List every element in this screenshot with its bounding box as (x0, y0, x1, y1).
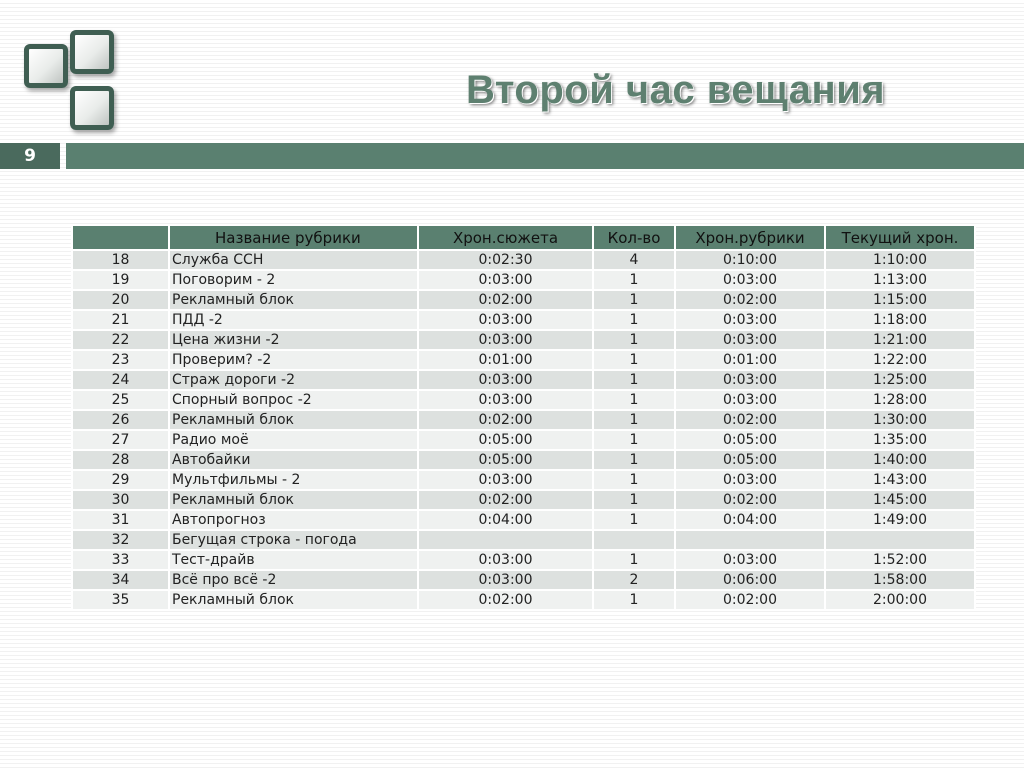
table-row (72, 490, 975, 510)
count-cell: 1 (593, 350, 675, 370)
count-cell: 1 (593, 450, 675, 470)
story-duration-cell (418, 530, 593, 550)
rubric-name-cell: Автобайки (169, 450, 418, 470)
table-row (72, 590, 975, 610)
count-cell: 1 (593, 290, 675, 310)
row-number-cell: 29 (72, 470, 169, 490)
rubric-name-cell: Цена жизни -2 (169, 330, 418, 350)
current-time-cell: 1:22:00 (825, 350, 975, 370)
rubric-name-cell: Мультфильмы - 2 (169, 470, 418, 490)
story-duration-cell: 0:01:00 (418, 350, 593, 370)
row-number-cell: 22 (72, 330, 169, 350)
rubric-name-cell: Рекламный блок (169, 290, 418, 310)
count-cell: 1 (593, 330, 675, 350)
current-time-cell: 1:28:00 (825, 390, 975, 410)
row-number-cell: 30 (72, 490, 169, 510)
row-number-cell: 23 (72, 350, 169, 370)
current-time-cell: 1:30:00 (825, 410, 975, 430)
rubric-duration-cell: 0:10:00 (675, 250, 825, 270)
story-duration-cell: 0:03:00 (418, 390, 593, 410)
table-row (72, 530, 975, 550)
row-number-cell: 33 (72, 550, 169, 570)
current-time-cell: 1:13:00 (825, 270, 975, 290)
count-cell: 1 (593, 310, 675, 330)
rubric-duration-cell: 0:05:00 (675, 430, 825, 450)
row-number-cell: 25 (72, 390, 169, 410)
table-row (72, 350, 975, 370)
count-cell: 1 (593, 590, 675, 610)
table-row (72, 550, 975, 570)
row-number-cell: 21 (72, 310, 169, 330)
table-row (72, 570, 975, 590)
rubric-duration-cell: 0:03:00 (675, 270, 825, 290)
row-number-cell: 19 (72, 270, 169, 290)
count-cell: 1 (593, 550, 675, 570)
story-duration-cell: 0:02:00 (418, 590, 593, 610)
table-row (72, 370, 975, 390)
count-cell: 1 (593, 510, 675, 530)
rubric-name-cell: Рекламный блок (169, 590, 418, 610)
table-row (72, 330, 975, 350)
rubric-duration-cell: 0:05:00 (675, 450, 825, 470)
rubric-duration-cell: 0:03:00 (675, 550, 825, 570)
table-row (72, 390, 975, 410)
rubric-duration-cell (675, 530, 825, 550)
rubric-duration-cell: 0:02:00 (675, 590, 825, 610)
rubric-duration-cell: 0:01:00 (675, 350, 825, 370)
count-cell: 1 (593, 370, 675, 390)
current-time-cell: 1:10:00 (825, 250, 975, 270)
logo-square (70, 30, 114, 74)
rubric-duration-cell: 0:02:00 (675, 490, 825, 510)
rubric-name-cell: Спорный вопрос -2 (169, 390, 418, 410)
story-duration-cell: 0:02:30 (418, 250, 593, 270)
rubric-name-cell: Проверим? -2 (169, 350, 418, 370)
table-row (72, 250, 975, 270)
story-duration-cell: 0:03:00 (418, 550, 593, 570)
row-number-cell: 28 (72, 450, 169, 470)
current-time-cell: 1:18:00 (825, 310, 975, 330)
row-number-cell: 18 (72, 250, 169, 270)
story-duration-cell: 0:02:00 (418, 290, 593, 310)
rubric-name-cell: Поговорим - 2 (169, 270, 418, 290)
rubric-duration-cell: 0:03:00 (675, 330, 825, 350)
story-duration-cell: 0:03:00 (418, 330, 593, 350)
header-rubric-name: Название рубрики (169, 225, 418, 250)
title-band (66, 143, 1024, 169)
current-time-cell: 2:00:00 (825, 590, 975, 610)
rubric-name-cell: Автопрогноз (169, 510, 418, 530)
story-duration-cell: 0:02:00 (418, 410, 593, 430)
rubric-duration-cell: 0:03:00 (675, 470, 825, 490)
slide-number: 9 (0, 143, 60, 169)
rubric-duration-cell: 0:02:00 (675, 290, 825, 310)
table-row (72, 510, 975, 530)
count-cell: 1 (593, 490, 675, 510)
row-number-cell: 24 (72, 370, 169, 390)
story-duration-cell: 0:05:00 (418, 430, 593, 450)
story-duration-cell: 0:03:00 (418, 570, 593, 590)
current-time-cell: 1:35:00 (825, 430, 975, 450)
story-duration-cell: 0:03:00 (418, 270, 593, 290)
row-number-cell: 32 (72, 530, 169, 550)
count-cell (593, 530, 675, 550)
story-duration-cell: 0:05:00 (418, 450, 593, 470)
header-story-duration: Хрон.сюжета (418, 225, 593, 250)
row-number-cell: 31 (72, 510, 169, 530)
logo-square (70, 86, 114, 130)
header-current-time: Текущий хрон. (825, 225, 975, 250)
current-time-cell: 1:21:00 (825, 330, 975, 350)
row-number-cell: 26 (72, 410, 169, 430)
table-row (72, 430, 975, 450)
count-cell: 1 (593, 270, 675, 290)
row-number-cell: 20 (72, 290, 169, 310)
rubric-duration-cell: 0:06:00 (675, 570, 825, 590)
rubric-name-cell: ПДД -2 (169, 310, 418, 330)
rubric-duration-cell: 0:03:00 (675, 310, 825, 330)
table-row (72, 410, 975, 430)
story-duration-cell: 0:03:00 (418, 370, 593, 390)
three-squares-logo-icon (0, 0, 120, 135)
logo-square (24, 44, 68, 88)
rubric-duration-cell: 0:03:00 (675, 390, 825, 410)
header-number (72, 225, 169, 250)
story-duration-cell: 0:03:00 (418, 470, 593, 490)
current-time-cell (825, 530, 975, 550)
rubric-duration-cell: 0:02:00 (675, 410, 825, 430)
header-row (72, 225, 975, 250)
count-cell: 1 (593, 390, 675, 410)
count-cell: 1 (593, 430, 675, 450)
table-row (72, 270, 975, 290)
rubric-name-cell: Страж дороги -2 (169, 370, 418, 390)
current-time-cell: 1:52:00 (825, 550, 975, 570)
table-row (72, 310, 975, 330)
current-time-cell: 1:49:00 (825, 510, 975, 530)
current-time-cell: 1:58:00 (825, 570, 975, 590)
header-count: Кол-во (593, 225, 675, 250)
rubric-name-cell: Всё про всё -2 (169, 570, 418, 590)
header-rubric-duration: Хрон.рубрики (675, 225, 825, 250)
current-time-cell: 1:15:00 (825, 290, 975, 310)
rubric-name-cell: Служба ССН (169, 250, 418, 270)
current-time-cell: 1:43:00 (825, 470, 975, 490)
count-cell: 2 (593, 570, 675, 590)
table-row (72, 470, 975, 490)
schedule-table (71, 224, 976, 611)
rubric-name-cell: Рекламный блок (169, 410, 418, 430)
row-number-cell: 35 (72, 590, 169, 610)
table-row (72, 450, 975, 470)
count-cell: 1 (593, 410, 675, 430)
count-cell: 4 (593, 250, 675, 270)
story-duration-cell: 0:04:00 (418, 510, 593, 530)
row-number-cell: 27 (72, 430, 169, 450)
rubric-name-cell: Бегущая строка - погода (169, 530, 418, 550)
current-time-cell: 1:25:00 (825, 370, 975, 390)
row-number-cell: 34 (72, 570, 169, 590)
count-cell: 1 (593, 470, 675, 490)
rubric-name-cell: Тест-драйв (169, 550, 418, 570)
story-duration-cell: 0:02:00 (418, 490, 593, 510)
table-row (72, 290, 975, 310)
rubric-name-cell: Радио моё (169, 430, 418, 450)
story-duration-cell: 0:03:00 (418, 310, 593, 330)
slide-title: Второй час вещания (466, 68, 886, 112)
rubric-duration-cell: 0:04:00 (675, 510, 825, 530)
rubric-name-cell: Рекламный блок (169, 490, 418, 510)
current-time-cell: 1:45:00 (825, 490, 975, 510)
rubric-duration-cell: 0:03:00 (675, 370, 825, 390)
current-time-cell: 1:40:00 (825, 450, 975, 470)
